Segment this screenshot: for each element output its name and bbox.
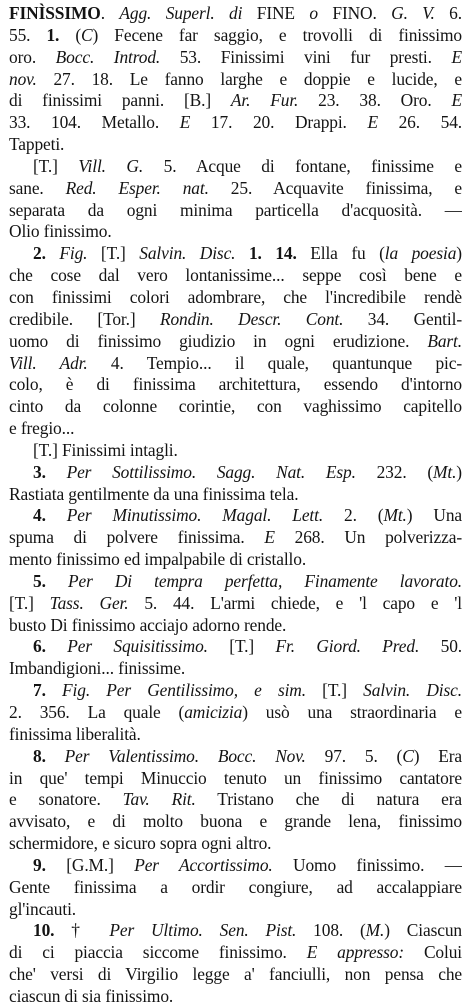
bold-text: 7. [33,680,46,701]
text-span: 5. Acque di fontane, finissime e [143,155,462,176]
text-span [46,505,67,525]
text-span: ) Una [406,505,462,526]
bold-text: 9. [33,854,46,875]
entry-line [9,484,462,506]
italic-text: nov. [9,68,37,89]
text-span: sane. [9,177,66,198]
entry-line [9,920,462,942]
text-span: [T.] [207,636,276,657]
text-span: Tappeti. [9,134,65,155]
italic-text: E [451,46,462,67]
text-span: credibile. [Tor.] [9,308,160,329]
text-span: [T.] [9,592,50,613]
text-span: 17. 20. Drappi. [190,112,368,133]
entry-line [9,833,462,855]
italic-text: Salvin. Disc. [139,243,236,264]
italic-text: Mt. [432,461,457,482]
text-span: Colui [404,942,462,963]
bold-text: 4. [33,505,46,526]
text-span [46,571,68,591]
italic-text: Tav. Rit. [122,789,196,810]
italic-text: E [179,112,191,133]
text-span: di finissimi panni. [B.] [9,90,231,111]
text-span: che cose dal vero lontanissime... seppe così bene e [9,265,462,286]
text-span: e fregio... [9,418,75,439]
text-span: che' versi di Virgilio legge a' fanciulli, non pensa che [9,964,462,985]
text-span: colo, è di finissima architettura, essendo d'intorno [9,374,462,395]
text-span: [T.] Finissimi intagli. [33,439,178,460]
italic-text: C [81,24,93,45]
italic-text: M. [365,920,385,941]
entry-line [9,702,462,724]
entry-line [9,986,462,1008]
text-span: schermidore, e sicuro sopra ogni altro. [9,833,272,854]
text-span: gl'incauti. [9,898,77,919]
italic-text: Per Sottilissimo. Sagg. Nat. Esp. [66,461,356,482]
italic-text: E [367,112,378,133]
text-span: 268. Un polverizza- [274,527,462,548]
italic-text: Per Ultimo. Sen. Pist. [109,920,297,941]
text-span: Olio finissimo. [9,221,112,242]
text-span: † [54,920,110,941]
entry-line [9,768,462,790]
entry-line [9,549,462,571]
entry-line [9,90,462,112]
text-span: 33. 104. Metallo. [9,112,180,133]
text-span: ) Era [413,745,462,766]
entry-line [9,746,462,768]
entry-line [9,396,462,418]
entry-line [9,811,462,833]
entry-line [9,877,462,899]
text-span: 97. 5. ( [305,745,403,766]
text-span: con finissimi colori adombrare, che l'incredibile rendè [9,286,462,307]
text-span: [G.M.] [45,854,135,875]
text-span: mento finissimo ed impalpabile di cristallo. [9,549,307,570]
bold-text: 10. [33,920,55,941]
text-span: separata da ogni minima particella d'acquosità. — [9,199,462,220]
text-span: [T.] [87,243,140,264]
entry-line [9,789,462,811]
text-span: 34. Gentil- [343,308,462,329]
entry-line [9,899,462,921]
text-span: di ci piaccia siccome finissimo. [9,942,307,963]
text-span: FINE [242,3,310,23]
dictionary-entry-finissimo [9,3,462,1008]
text-span: ( [59,24,82,45]
text-span: [T.] [33,155,79,176]
entry-line [9,658,462,680]
text-span: ) [456,461,462,482]
italic-text: la poesia [384,243,457,264]
bold-text: 2. [33,243,46,264]
entry-line [9,221,462,243]
text-span: in que' tempi Minuccio tenuto un finissimo cantatore [9,767,462,788]
text-span: 6. [434,3,462,23]
text-span: avvisato, e di molto buona e grande lena, finissimo [9,811,462,832]
italic-text: Salvin. Disc. [363,680,462,701]
text-span: . [100,3,120,23]
entry-line [9,200,462,222]
entry-line [9,265,462,287]
entry-line [9,636,462,658]
text-span: oro. [9,46,56,67]
text-span [46,243,60,263]
entry-line [9,942,462,964]
italic-text: Ar. Fur. [230,90,299,111]
italic-text: Fig. Per Gentilissimo, e sim. [62,680,306,701]
bold-text: 5. [33,570,46,591]
text-span: cinto da colonne corintie, con vaghissimo capitello [9,396,462,417]
entry-line [9,680,462,702]
italic-text: amicizia [184,702,243,722]
italic-text: Per Accortissimo. [134,854,273,875]
italic-text: Per Minutissimo. Magal. Lett. [66,505,324,526]
entry-line [9,47,462,69]
entry-line [9,287,462,309]
text-span: 2. ( [323,505,384,526]
entry-line [9,25,462,47]
italic-text: C [402,745,414,766]
italic-text: Vill. Adr. [9,352,88,373]
entry-line [9,615,462,637]
italic-text: G. V. [391,3,435,23]
entry-line [9,134,462,156]
italic-text: Bocc. Introd. [55,46,161,67]
bold-text: 1. 14. [248,243,297,264]
text-span: FINO. [317,3,392,23]
entry-line [9,353,462,375]
entry-line [9,593,462,615]
text-span: 108. ( [296,920,366,941]
bold-text: FINÌSSIMO [9,3,101,23]
italic-text: Bart. [427,330,462,351]
text-span: 232. ( [355,461,433,482]
text-span: Uomo finissimo. — [272,854,462,875]
text-span: ) Fecene far saggio, e trovolli di finissimo [92,24,462,45]
text-span: 5. 44. L'armi chiede, e 'l capo e 'l [128,592,462,613]
text-span: 26. 54. [377,112,462,133]
entry-line [9,724,462,746]
text-span: finissima liberalità. [9,723,141,744]
text-span: 2. 356. La quale ( [9,702,185,722]
text-span: 25. Acquavite finissima, e [208,177,462,198]
bold-text: 3. [33,461,46,482]
entry-line [9,69,462,91]
italic-text: Tass. Ger. [49,592,129,613]
italic-text: Mt. [383,505,407,526]
entry-line [9,178,462,200]
entry-line [9,3,462,25]
text-span: Gente finissima a ordir congiure, ad accalappiare [9,876,462,897]
text-span: ) Ciascun [384,920,462,941]
text-span: busto Di finissimo acciajo adorno rende. [9,614,287,635]
text-span [46,680,62,700]
italic-text: Fig. [59,243,88,264]
entry-line [9,112,462,134]
text-span [46,462,67,482]
text-span: 23. 38. Oro. [298,90,452,111]
text-span: uomo di finissimo giudizio in ogni erudizione. [9,330,428,351]
italic-text: Vill. G. [78,155,144,176]
text-span: [T.] [305,680,364,701]
italic-text: Fr. Giord. Pred. [275,636,420,657]
text-span: 27. 18. Le fanno larghe e doppie e lucide, e [36,68,462,89]
entry-line [9,964,462,986]
italic-text: Per Valentissimo. Bocc. Nov. [64,745,306,766]
text-span: 4. Tempio... il quale, quantunque pic- [87,352,462,373]
text-span: Ella fu ( [296,243,385,264]
text-span: ) usò una straordinaria e [242,702,462,722]
text-span [46,746,65,766]
text-span: 50. [419,636,462,657]
italic-text: E appresso: [306,942,405,963]
italic-text: E [264,527,275,548]
text-span: Imbandigioni... finissime. [9,658,186,679]
text-span [46,636,67,656]
italic-text: Per Squisitissimo. [67,636,208,657]
text-span: Rastiata gentilmente da una finissima tela. [9,483,299,504]
entry-line [9,418,462,440]
text-span: 55. [9,24,47,45]
text-span: ciascun di sia finissimo. [9,985,174,1006]
entry-line [9,462,462,484]
text-span: spuma di polvere finissima. [9,527,265,548]
bold-text: 1. [46,24,60,45]
italic-text: o [309,3,318,23]
entry-line [9,505,462,527]
entry-line [9,309,462,331]
italic-text: Red. Esper. nat. [65,177,209,198]
entry-line [9,374,462,396]
text-span: ) [456,243,462,264]
italic-text: Rondin. Descr. Cont. [159,308,344,329]
italic-text: Per Di tempra perfetta, Finamente lavorato. [67,570,462,591]
text-span: 53. Finissimi vini fur presti. [160,46,452,67]
entry-line [9,156,462,178]
bold-text: 6. [33,636,46,657]
entry-line [9,571,462,593]
text-span [235,243,249,263]
text-span: Tristano che di natura era [195,789,462,810]
italic-text: Agg. Superl. di [119,3,243,23]
text-span: e sonatore. [9,789,123,810]
entry-line [9,855,462,877]
italic-text: E [451,90,462,111]
entry-line [9,440,462,462]
entry-line [9,243,462,265]
bold-text: 8. [33,745,46,766]
entry-line [9,331,462,353]
entry-line [9,527,462,549]
